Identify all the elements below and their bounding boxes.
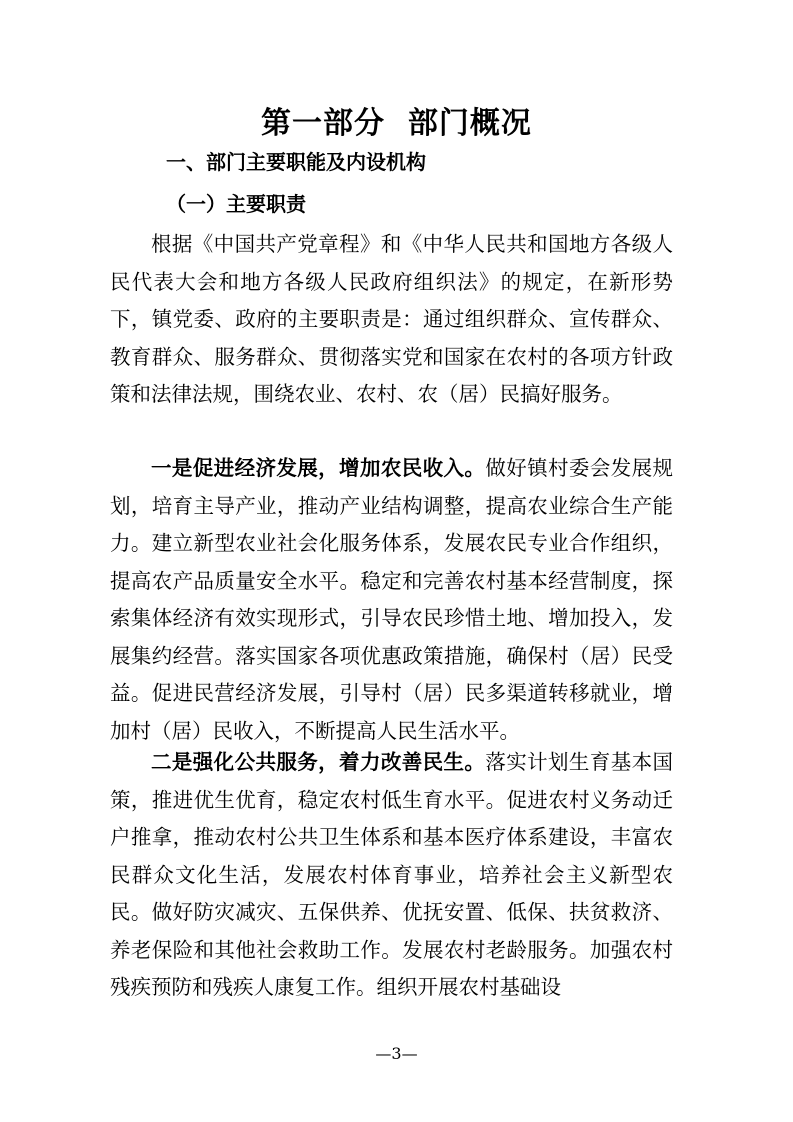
paragraph-text: 落实计划生育基本国策，推进优生优育，稳定农村低生育水平。促进农村义务动迁户推拿，推动农村公共卫生体系和基本医疗体系建设，丰富农民群众文化生活，发展农村体育事业，培养社会主义新型农民。做好防灾减灾、五保供养、优抚安置、低保、扶贫救济、养老保险和其他社会救助工作。发展农村老龄服务。加强农村残疾预防和残疾人康复工作。组织开展农村基础设 [110, 750, 674, 999]
paragraph-lead: 二是强化公共服务，着力改善民生。 [151, 750, 486, 774]
paragraph-text: 根据《中国共产党章程》和《中华人民共和国地方各级人民代表大会和地方各级人民政府组织法》的规定，在新形势下，镇党委、政府的主要职责是：通过组织群众、宣传群众、教育群众、服务群众、贯彻落实党和国家在农村的各项方针政策和法律法规，围绕农业、农村、农（居）民搞好服务。 [110, 232, 673, 406]
paragraph-lead: 一是促进经济发展，增加农民收入。 [151, 456, 486, 480]
section-heading: 一、部门主要职能及内设机构 [166, 150, 426, 174]
paragraph-public-service [110, 744, 673, 1007]
paragraph-main-duties [110, 226, 673, 414]
page-number: —3— [375, 1044, 418, 1063]
subsection-heading: （一）主要职责 [166, 192, 306, 216]
page-title: 第一部分 部门概况 [261, 106, 532, 141]
paragraph-economic-development [110, 450, 673, 750]
paragraph-text: 做好镇村委会发展规划，培育主导产业，推动产业结构调整，提高农业综合生产能力。建立新型农业社会化服务体系，发展农民专业合作组织，提高农产品质量安全水平。稳定和完善农村基本经营制度，探索集体经济有效实现形式，引导农民珍惜土地、增加投入，发展集约经营。落实国家各项优惠政策措施，确保村（居）民受益。促进民营经济发展，引导村（居）民多渠道转移就业，增加村（居）民收入，不断提高人民生活水平。 [110, 456, 674, 743]
